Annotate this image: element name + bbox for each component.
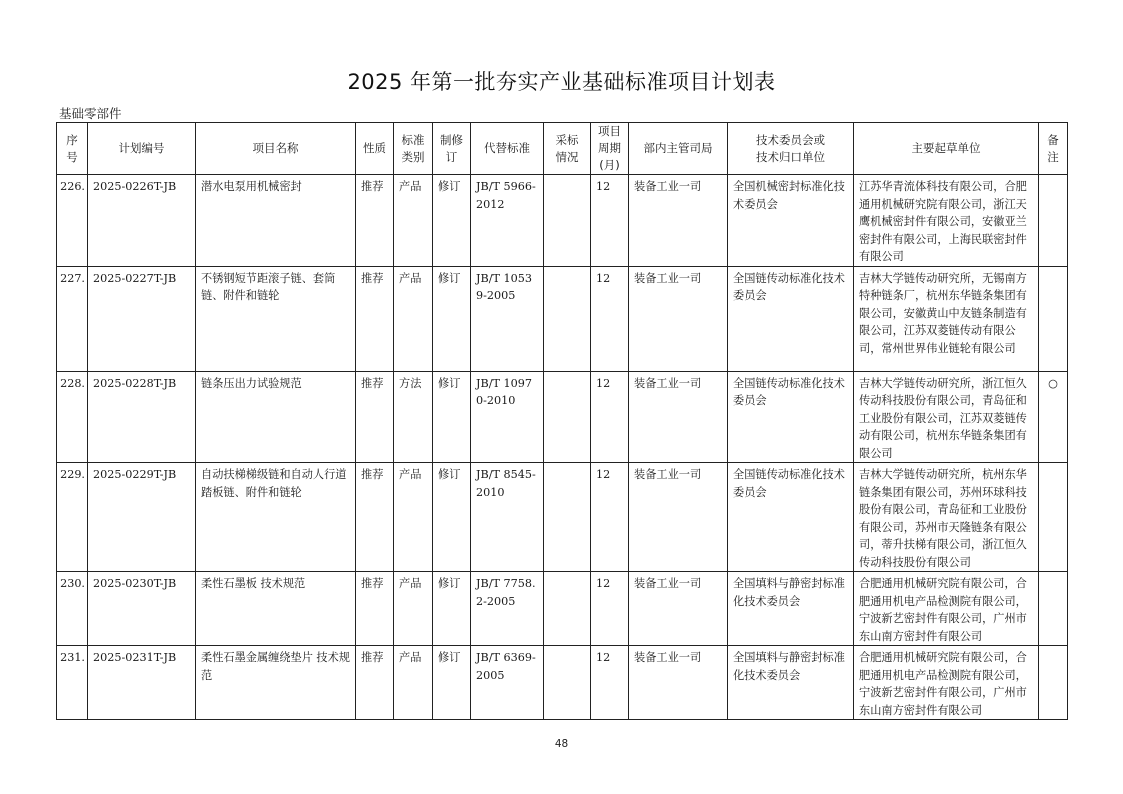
cell-replaces: JB/T 10539-2005 — [471, 266, 544, 371]
cell-nature: 推荐 — [356, 463, 394, 572]
cell-dept: 装备工业一司 — [629, 175, 728, 267]
cell-category: 产品 — [394, 646, 433, 720]
cell-project-name: 柔性石墨板 技术规范 — [196, 572, 356, 646]
cell-category: 产品 — [394, 463, 433, 572]
cell-plan-no: 2025-0229T-JB — [88, 463, 196, 572]
cell-dept: 装备工业一司 — [629, 572, 728, 646]
header-replaces — [471, 123, 544, 175]
cell-committee: 全国链传动标准化技术委员会 — [728, 266, 854, 371]
header-nature — [356, 123, 394, 175]
cell-category: 方法 — [394, 371, 433, 463]
table-header-row — [57, 123, 1068, 175]
header-line: 主要起草单位 — [911, 141, 981, 155]
cell-drafters: 吉林大学链传动研究所，浙江恒久传动科技股份有限公司，青岛征和工业股份有限公司，江苏双菱链传动有限公司，杭州东华链条集团有限公司 — [854, 371, 1039, 463]
cell-project-name: 潜水电泵用机械密封 — [196, 175, 356, 267]
cell-plan-no: 2025-0227T-JB — [88, 266, 196, 371]
cell-drafters: 江苏华青流体科技有限公司，合肥通用机械研究院有限公司，浙江天鹰机械密封件有限公司，安徽亚兰密封件有限公司，上海民联密封件有限公司 — [854, 175, 1039, 267]
cell-committee: 全国机械密封标准化技术委员会 — [728, 175, 854, 267]
cell-committee: 全国链传动标准化技术委员会 — [728, 371, 854, 463]
cell-remark — [1039, 463, 1068, 572]
cell-replaces: JB/T 10970-2010 — [471, 371, 544, 463]
cell-drafters: 合肥通用机械研究院有限公司，合肥通用机电产品检测院有限公司，宁波新艺密封件有限公司，广州市东山南方密封件有限公司 — [854, 646, 1039, 720]
header-line: 订 — [445, 149, 458, 164]
header-line: 项目名称 — [252, 141, 299, 155]
cell-replaces: JB/T 7758.2-2005 — [471, 572, 544, 646]
cell-period: 12 — [591, 463, 629, 572]
cell-remark: ○ — [1039, 371, 1068, 463]
cell-drafters: 吉林大学链传动研究所，无锡南方特种链条厂，杭州东华链条集团有限公司，安徽黄山中友链条制造有限公司，江苏双菱链传动有限公司，常州世界伟业链轮有限公司 — [854, 266, 1039, 371]
cell-project-name: 自动扶梯梯级链和自动人行道踏板链、附件和链轮 — [196, 463, 356, 572]
cell-committee: 全国填料与静密封标准化技术委员会 — [728, 646, 854, 720]
cell-replaces: JB/T 6369-2005 — [471, 646, 544, 720]
header-line: 技术归口单位 — [756, 149, 825, 164]
cell-revision: 修订 — [433, 463, 471, 572]
header-line: 项目 — [598, 124, 621, 138]
header-line: 号 — [66, 149, 78, 164]
cell-remark — [1039, 572, 1068, 646]
header-line: 性质 — [363, 141, 386, 155]
cell-nature: 推荐 — [356, 646, 394, 720]
table-row — [57, 371, 1068, 463]
cell-project-name: 链条压出力试验规范 — [196, 371, 356, 463]
table-row — [57, 463, 1068, 572]
header-adoption — [544, 123, 591, 175]
cell-nature: 推荐 — [356, 175, 394, 267]
table-row — [57, 646, 1068, 720]
cell-nature: 推荐 — [356, 371, 394, 463]
cell-dept: 装备工业一司 — [629, 463, 728, 572]
cell-committee: 全国填料与静密封标准化技术委员会 — [728, 572, 854, 646]
header-line: 计划编号 — [118, 141, 165, 155]
cell-revision: 修订 — [433, 371, 471, 463]
cell-plan-no: 2025-0228T-JB — [88, 371, 196, 463]
cell-dept: 装备工业一司 — [629, 266, 728, 371]
header-revision — [433, 123, 471, 175]
cell-adoption — [544, 175, 591, 267]
cell-category: 产品 — [394, 266, 433, 371]
header-drafters — [854, 123, 1039, 175]
cell-project-name: 柔性石墨金属缠绕垫片 技术规范 — [196, 646, 356, 720]
header-dept — [629, 123, 728, 175]
header-plan-no — [88, 123, 196, 175]
cell-period: 12 — [591, 646, 629, 720]
header-line: 技术委员会或 — [756, 132, 825, 147]
table-row — [57, 266, 1068, 371]
cell-seq: 228. — [57, 371, 88, 463]
cell-category: 产品 — [394, 175, 433, 267]
standards-plan-table — [56, 122, 1068, 720]
cell-revision: 修订 — [433, 175, 471, 267]
cell-replaces: JB/T 8545-2010 — [471, 463, 544, 572]
header-remark — [1039, 123, 1068, 175]
header-committee — [728, 123, 854, 175]
header-line: 序 — [66, 132, 78, 147]
cell-seq: 229. — [57, 463, 88, 572]
header-line: 制修 — [440, 132, 463, 147]
cell-replaces: JB/T 5966-2012 — [471, 175, 544, 267]
cell-plan-no: 2025-0230T-JB — [88, 572, 196, 646]
cell-period: 12 — [591, 371, 629, 463]
cell-adoption — [544, 463, 591, 572]
cell-nature: 推荐 — [356, 572, 394, 646]
header-line: 标准 — [401, 132, 425, 147]
header-seq — [57, 123, 88, 175]
header-line: 类别 — [401, 149, 425, 164]
cell-dept: 装备工业一司 — [629, 371, 728, 463]
cell-remark — [1039, 175, 1068, 267]
cell-remark — [1039, 646, 1068, 720]
header-line: 部内主管司局 — [643, 141, 713, 155]
cell-period: 12 — [591, 175, 629, 267]
cell-plan-no: 2025-0226T-JB — [88, 175, 196, 267]
cell-dept: 装备工业一司 — [629, 646, 728, 720]
page-title: 2025 年第一批夯实产业基础标准项目计划表 — [347, 70, 776, 94]
cell-seq: 231. — [57, 646, 88, 720]
cell-nature: 推荐 — [356, 266, 394, 371]
header-category — [394, 123, 433, 175]
cell-adoption — [544, 266, 591, 371]
cell-drafters: 合肥通用机械研究院有限公司，合肥通用机电产品检测院有限公司，宁波新艺密封件有限公司，广州市东山南方密封件有限公司 — [854, 572, 1039, 646]
page-number: 48 — [554, 738, 569, 750]
header-period — [591, 123, 629, 175]
cell-period: 12 — [591, 572, 629, 646]
header-line: 情况 — [555, 149, 579, 164]
cell-project-name: 不锈钢短节距滚子链、套筒链、附件和链轮 — [196, 266, 356, 371]
cell-adoption — [544, 572, 591, 646]
cell-period: 12 — [591, 266, 629, 371]
cell-committee: 全国链传动标准化技术委员会 — [728, 463, 854, 572]
cell-drafters: 吉林大学链传动研究所，杭州东华链条集团有限公司，苏州环球科技股份有限公司，青岛征和工业股份有限公司，苏州市天隆链条有限公司，蒂升扶梯有限公司，浙江恒久传动科技股份有限公司 — [854, 463, 1039, 572]
table-row — [57, 572, 1068, 646]
cell-revision: 修订 — [433, 572, 471, 646]
cell-seq: 227. — [57, 266, 88, 371]
cell-plan-no: 2025-0231T-JB — [88, 646, 196, 720]
header-line: 注 — [1047, 149, 1059, 164]
cell-adoption — [544, 646, 591, 720]
cell-seq: 226. — [57, 175, 88, 267]
cell-remark — [1039, 266, 1068, 371]
cell-seq: 230. — [57, 572, 88, 646]
cell-revision: 修订 — [433, 646, 471, 720]
table-row — [57, 175, 1068, 267]
cell-adoption — [544, 371, 591, 463]
header-line: 采标 — [555, 132, 579, 147]
cell-revision: 修订 — [433, 266, 471, 371]
header-line: (月) — [599, 158, 620, 172]
header-line: 备 — [1047, 132, 1059, 147]
cell-category: 产品 — [394, 572, 433, 646]
header-line: 代替标准 — [484, 141, 530, 155]
header-project-name — [196, 123, 356, 175]
header-line: 周期 — [598, 141, 621, 155]
section-label: 基础零部件 — [59, 106, 122, 121]
